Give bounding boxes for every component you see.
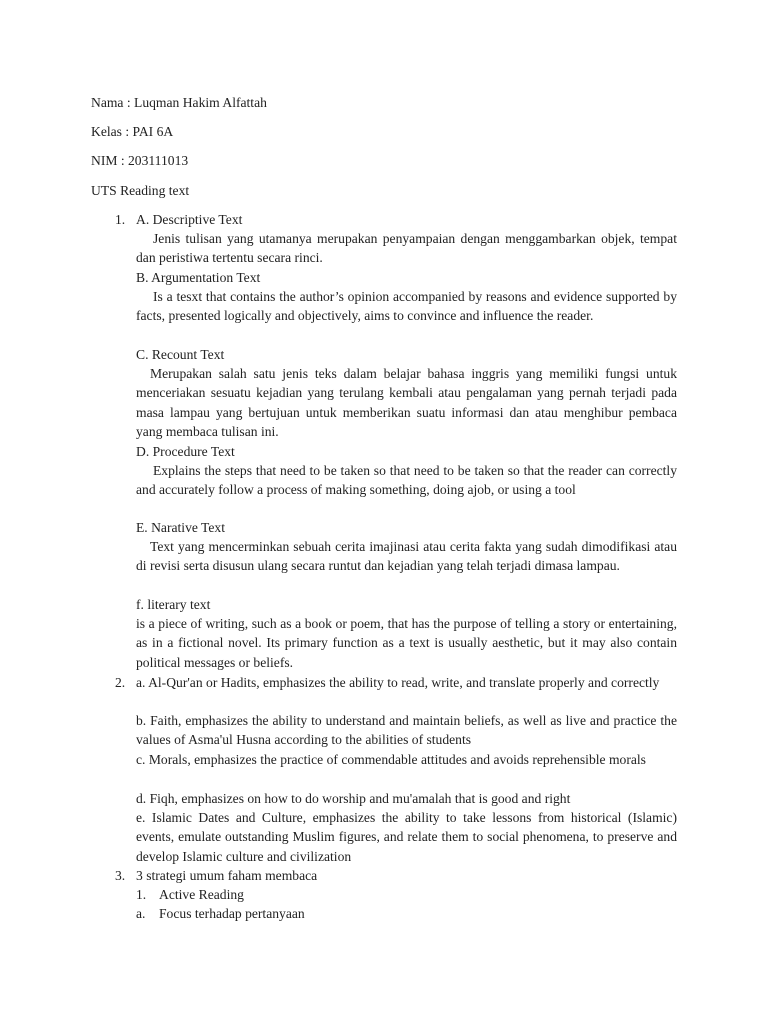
q2-item-d: d. Fiqh, emphasizes on how to do worship and mu'amalah that is good and right [136, 791, 571, 806]
q1-d-body: Explains the steps that need to be taken so that need to be taken so that the reader can correctly and accurately follow a process of making something, doing ajob, or using a tool [136, 463, 677, 498]
student-class: Kelas : PAI 6A [91, 124, 174, 139]
q1-c-heading: C. Recount Text [136, 347, 225, 362]
q3-suba-label: Focus terhadap pertanyaan [159, 906, 305, 921]
q1-e-heading: E. Narative Text [136, 520, 226, 535]
q3-number: 3. [115, 868, 126, 883]
q3-sub1-number: 1. [136, 887, 147, 902]
q3-suba-number: a. [136, 906, 146, 921]
q2-item-c: c. Morals, emphasizes the practice of commendable attitudes and avoids reprehensible morals [136, 752, 646, 767]
q2-item-e: e. Islamic Dates and Culture, emphasizes the ability to take lessons from historical (Islamic) events, emulate outstanding Muslim figures, and relate them to social phenomena, to preserve and develop Islamic culture and civilization [136, 810, 677, 864]
q1-e-body: Text yang mencerminkan sebuah cerita imajinasi atau cerita fakta yang sudah dimodifikasi atau di revisi serta disusun ulang secara runtut dan kejadian yang telah terjadi dimasa lampau. [136, 539, 677, 574]
q1-a-heading: A. Descriptive Text [136, 212, 243, 227]
q1-d-heading: D. Procedure Text [136, 444, 235, 459]
q1-a-body: Jenis tulisan yang utamanya merupakan penyampaian dengan menggambarkan objek, tempat dan peristiwa tertentu secara rinci. [136, 231, 677, 266]
document-title: UTS Reading text [91, 183, 190, 198]
q3-intro: 3 strategi umum faham membaca [136, 868, 318, 883]
student-nim: NIM : 203111013 [91, 153, 189, 168]
q1-b-heading: B. Argumentation Text [136, 270, 261, 285]
q1-f-heading: f. literary text [136, 597, 211, 612]
q1-b-body: Is a tesxt that contains the author’s opinion accompanied by reasons and evidence supported by facts, presented logically and objectively, aims to convince and influence the reader. [136, 289, 677, 324]
q2-item-a: a. Al-Qur'an or Hadits, emphasizes the ability to read, write, and translate properly and correctly [136, 675, 660, 690]
q1-number: 1. [115, 212, 126, 227]
q1-f-body: is a piece of writing, such as a book or poem, that has the purpose of telling a story or entertaining, as in a fictional novel. Its primary function as a text is usually aesthetic, but it may also contain political messages or beliefs. [136, 616, 677, 670]
q3-sub1-label: Active Reading [159, 887, 244, 902]
student-name: Nama : Luqman Hakim Alfattah [91, 95, 267, 110]
q2-number: 2. [115, 675, 126, 690]
q1-c-body: Merupakan salah satu jenis teks dalam belajar bahasa inggris yang memiliki fungsi untuk menceriakan sesuatu kejadian yang terulang kembali atau pengalaman yang pernah terjadi pada masa lampau yang bertujuan untuk memberikan suatu informasi dan atau menghibur pembaca yang membaca tulisan ini. [136, 366, 677, 439]
q2-item-b: b. Faith, emphasizes the ability to understand and maintain beliefs, as well as live and practice the values of Asma'ul Husna according to the abilities of students [136, 713, 677, 748]
